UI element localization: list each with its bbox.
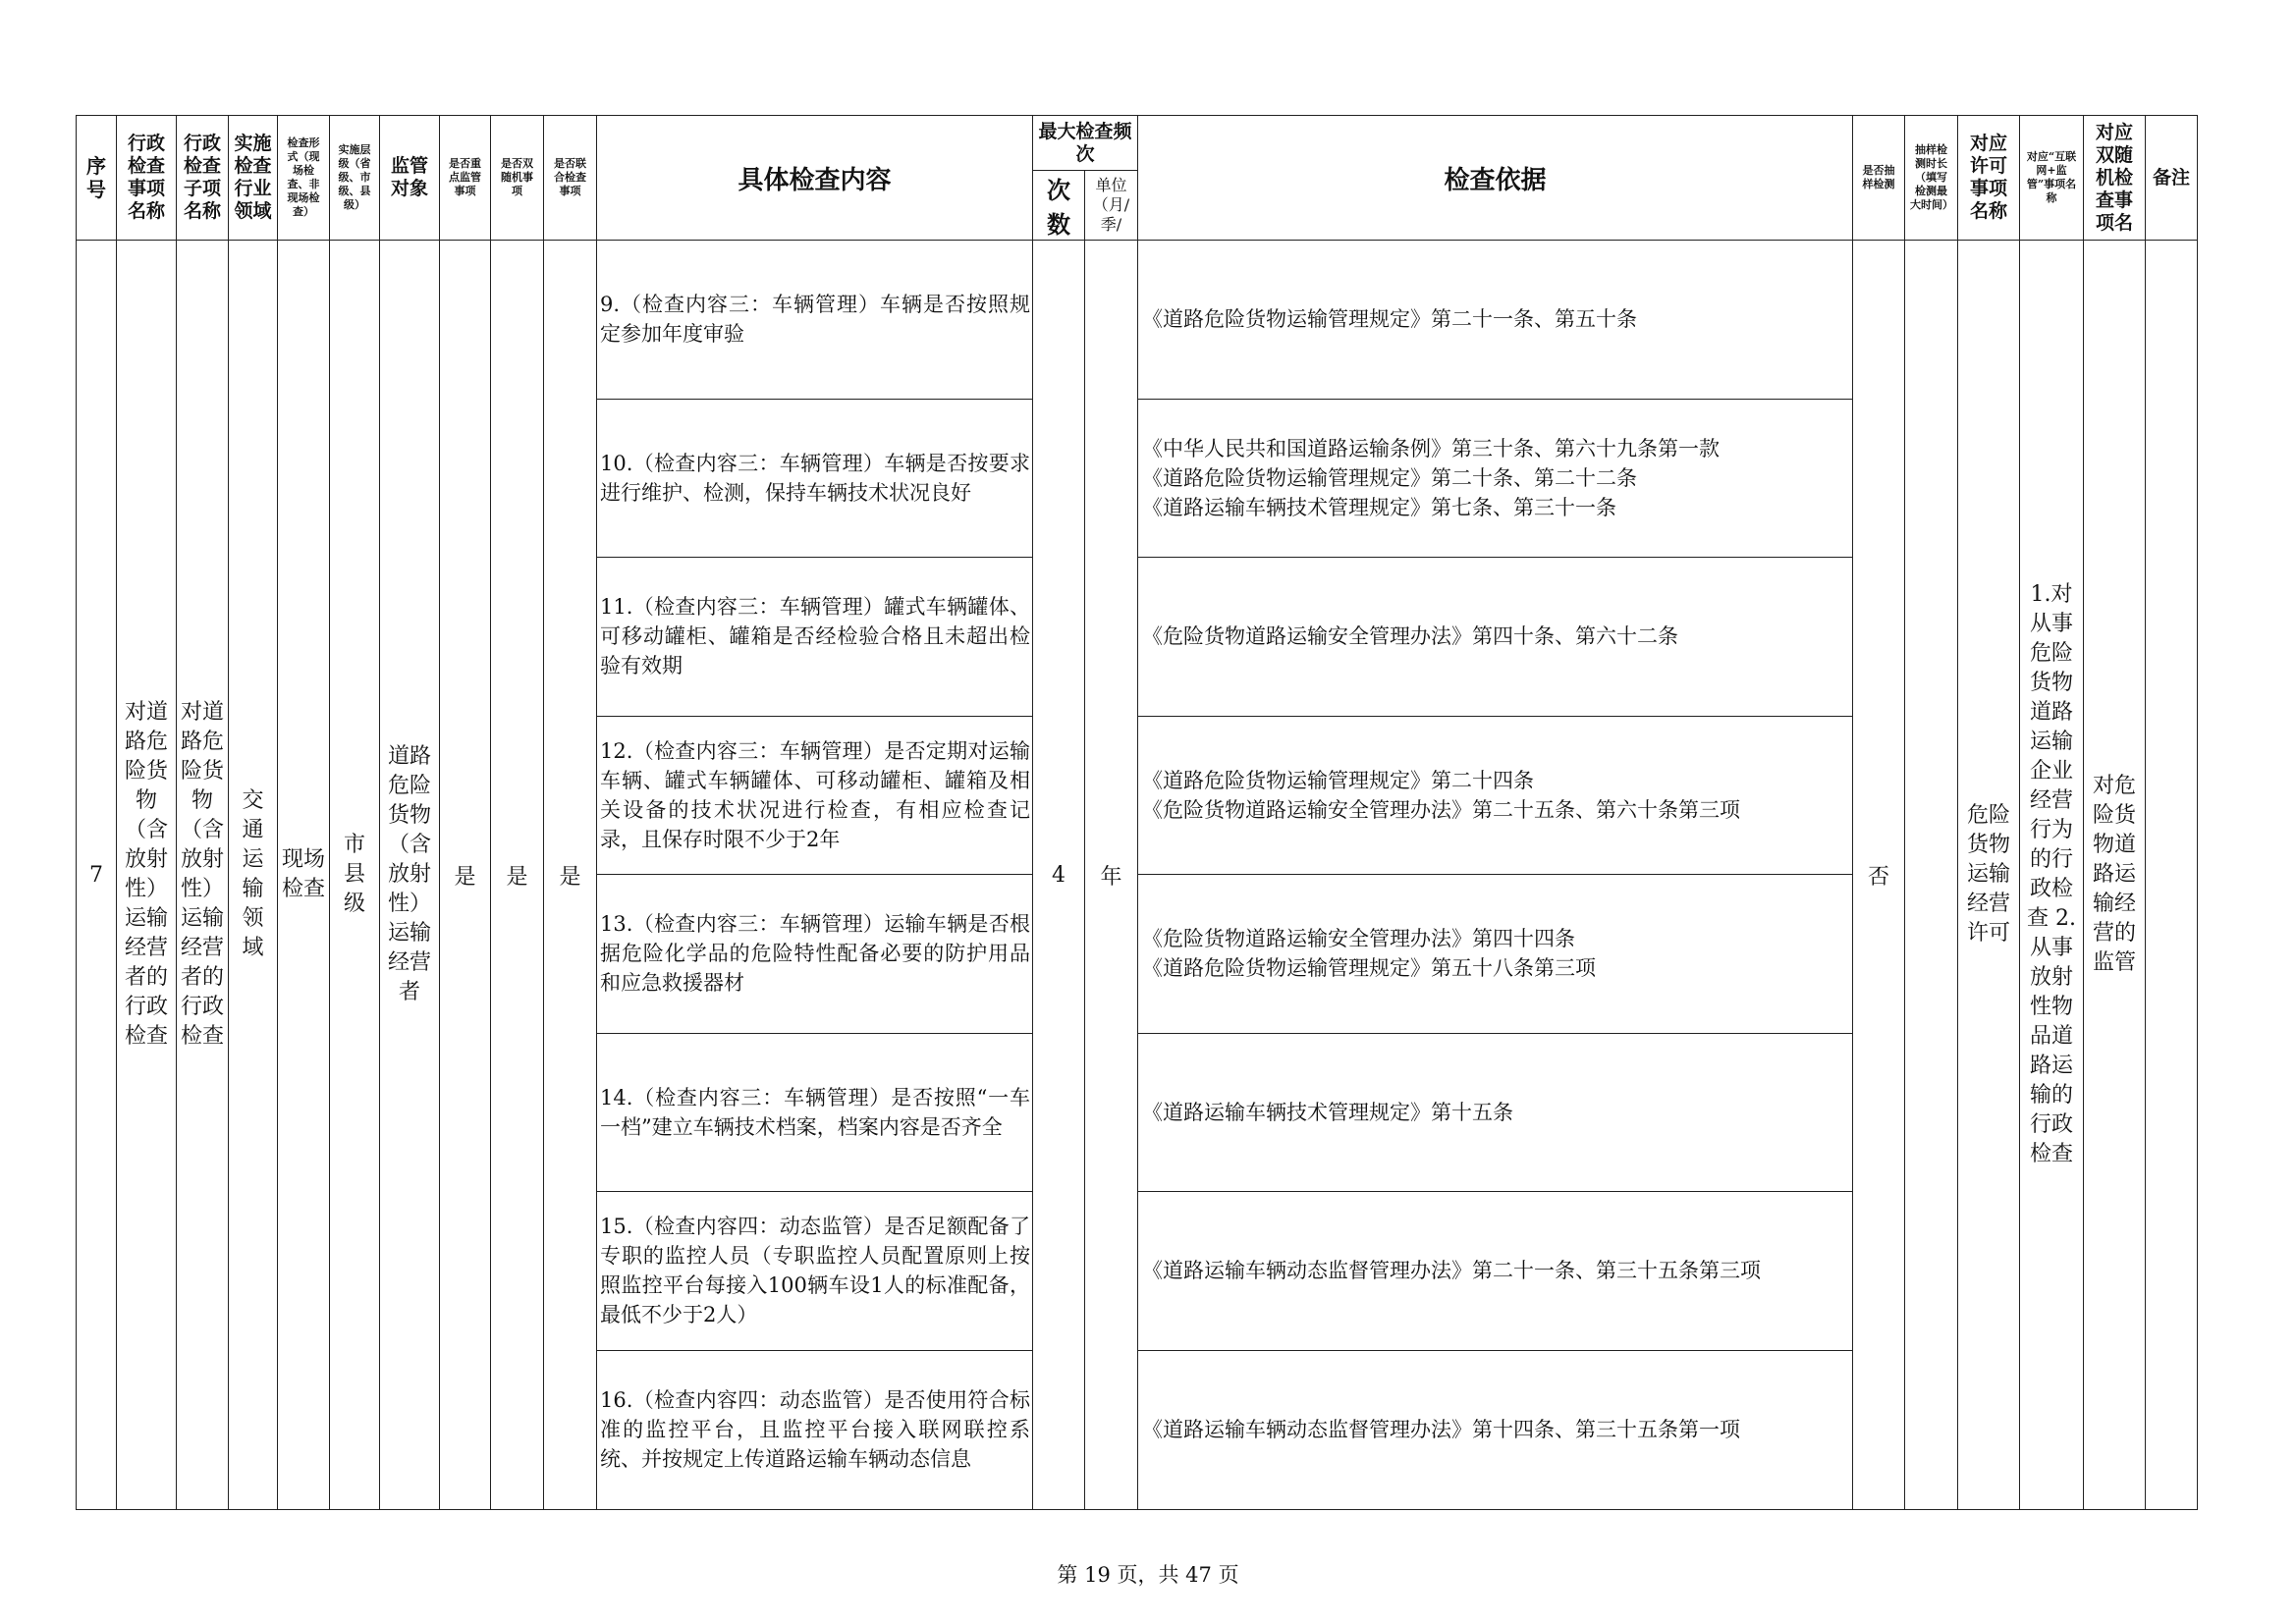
header-method: 检查形式（现场检查、非现场检查） <box>278 116 330 241</box>
basis-text: 《危险货物道路运输安全管理办法》第四十条、第六十二条 <box>1142 624 1678 649</box>
header-sampling-duration: 抽样检测时长（填写检测最大时间） <box>1905 116 1958 241</box>
content-item-14 <box>597 1034 1032 1193</box>
basis-item-15 <box>1138 1192 1852 1351</box>
header-item-name: 行政检查事项名称 <box>117 116 177 241</box>
header-double-random: 是否双随机事项 <box>491 116 544 241</box>
content-item-16 <box>597 1351 1032 1510</box>
basis-text: 《道路危险货物运输管理规定》第二十四条 《危险货物道路运输安全管理办法》第二十五条、第六十条第三项 <box>1142 768 1740 822</box>
header-object: 监管对象 <box>380 116 440 241</box>
row-level: 市县级 <box>330 241 380 1510</box>
content-text: 12.（检查内容三：车辆管理）是否定期对运输车辆、罐式车辆罐体、可移动罐柜、罐箱及相关设备的技术状况进行检查，有相应检查记录，且保存时限不少于2年 <box>600 738 1030 851</box>
basis-item-10 <box>1138 400 1852 559</box>
basis-item-16 <box>1138 1351 1852 1510</box>
row-times: 4 <box>1033 241 1085 1510</box>
row-sampling-duration <box>1905 241 1958 1510</box>
basis-item-13 <box>1138 875 1852 1034</box>
content-text: 14.（检查内容三：车辆管理）是否按照“一车一档”建立车辆技术档案，档案内容是否齐全 <box>600 1085 1030 1139</box>
basis-item-9 <box>1138 241 1852 400</box>
row-industry: 交通运输领域 <box>229 241 278 1510</box>
row-sampling: 否 <box>1853 241 1905 1510</box>
content-item-12 <box>597 717 1032 876</box>
row-seq: 7 <box>77 241 117 1510</box>
header-basis: 检查依据 <box>1138 116 1853 241</box>
content-item-13 <box>597 875 1032 1034</box>
header-content: 具体检查内容 <box>597 116 1033 241</box>
header-sampling: 是否抽样检测 <box>1853 116 1905 241</box>
header-remarks: 备注 <box>2146 116 2198 241</box>
content-text: 15.（检查内容四：动态监管）是否足额配备了专职的监控人员（专职监控人员配置原则上按照监控平台每接入100辆车设1人的标准配备，最低不少于2人） <box>600 1215 1030 1327</box>
row-method: 现场检查 <box>278 241 330 1510</box>
content-text: 9.（检查内容三：车辆管理）车辆是否按照规定参加年度审验 <box>600 293 1030 347</box>
basis-text: 《道路运输车辆动态监督管理办法》第二十一条、第三十五条第三项 <box>1142 1259 1761 1283</box>
row-license: 危险货物运输经营许可 <box>1958 241 2020 1510</box>
header-sub-item-name: 行政检查子项名称 <box>177 116 229 241</box>
row-sub-item-name: 对道路危险货物（含放射性）运输经营者的行政检查 <box>177 241 229 1510</box>
header-max-frequency: 最大检查频次 <box>1033 116 1138 171</box>
content-item-15 <box>597 1192 1032 1351</box>
header-industry: 实施检查行业领域 <box>229 116 278 241</box>
row-random-item: 对危险货物道路运输经营的监管 <box>2084 241 2146 1510</box>
basis-text: 《中华人民共和国道路运输条例》第三十条、第六十九条第一款 《道路危险货物运输管理规定》第二十条、第二十二条 《道路运输车辆技术管理规定》第七条、第三十一条 <box>1142 436 1720 519</box>
header-key-supervision: 是否重点监管事项 <box>440 116 491 241</box>
basis-text: 《道路运输车辆动态监督管理办法》第十四条、第三十五条第一项 <box>1142 1418 1740 1442</box>
basis-list <box>1138 241 1853 1510</box>
row-double-random: 是 <box>491 241 544 1510</box>
header-random-item: 对应双随机检查事项名 <box>2084 116 2146 241</box>
content-item-11 <box>597 558 1032 717</box>
basis-item-11 <box>1138 558 1852 717</box>
row-joint-check: 是 <box>544 241 597 1510</box>
content-text: 16.（检查内容四：动态监管）是否使用符合标准的监控平台，且监控平台接入联网联控系统、并按规定上传道路运输车辆动态信息 <box>600 1388 1030 1472</box>
header-seq: 序号 <box>77 116 117 241</box>
content-item-10 <box>597 400 1032 559</box>
page-number: 第 19 页，共 47 页 <box>1057 1563 1239 1587</box>
row-unit: 年 <box>1085 241 1138 1510</box>
content-text: 13.（检查内容三：车辆管理）运输车辆是否根据危险化学品的危险特性配备必要的防护用品和应急救援器材 <box>600 912 1030 996</box>
row-remarks <box>2146 241 2198 1510</box>
content-list <box>597 241 1033 1510</box>
inspection-table <box>76 115 2198 1510</box>
row-item-name: 对道路危险货物（含放射性）运输经营者的行政检查 <box>117 241 177 1510</box>
header-times: 次数 <box>1033 171 1085 241</box>
content-item-9 <box>597 241 1032 400</box>
row-object: 道路危险货物（含放射性）运输经营者 <box>380 241 440 1510</box>
header-joint-check: 是否联合检查事项 <box>544 116 597 241</box>
header-unit: 单位（月/季/ <box>1085 171 1138 241</box>
row-internet-plus: 1.对从事危险货物道路运输企业经营行为的行政检查 2.从事放射性物品道路运输的行政检查 <box>2020 241 2084 1510</box>
basis-item-14 <box>1138 1034 1852 1193</box>
basis-text: 《道路运输车辆技术管理规定》第十五条 <box>1142 1100 1513 1124</box>
row-key-supervision: 是 <box>440 241 491 1510</box>
basis-item-12 <box>1138 717 1852 876</box>
basis-text: 《危险货物道路运输安全管理办法》第四十四条 《道路危险货物运输管理规定》第五十八条第三项 <box>1142 927 1596 981</box>
header-license: 对应许可事项名称 <box>1958 116 2020 241</box>
header-internet-plus: 对应“互联网+监管”事项名称 <box>2020 116 2084 241</box>
content-text: 10.（检查内容三：车辆管理）车辆是否按要求进行维护、检测，保持车辆技术状况良好 <box>600 451 1030 505</box>
header-level: 实施层级（省级、市级、县级） <box>330 116 380 241</box>
basis-text: 《道路危险货物运输管理规定》第二十一条、第五十条 <box>1142 307 1637 332</box>
content-text: 11.（检查内容三：车辆管理）罐式车辆罐体、可移动罐柜、罐箱是否经检验合格且未超出检验有效期 <box>600 595 1030 678</box>
